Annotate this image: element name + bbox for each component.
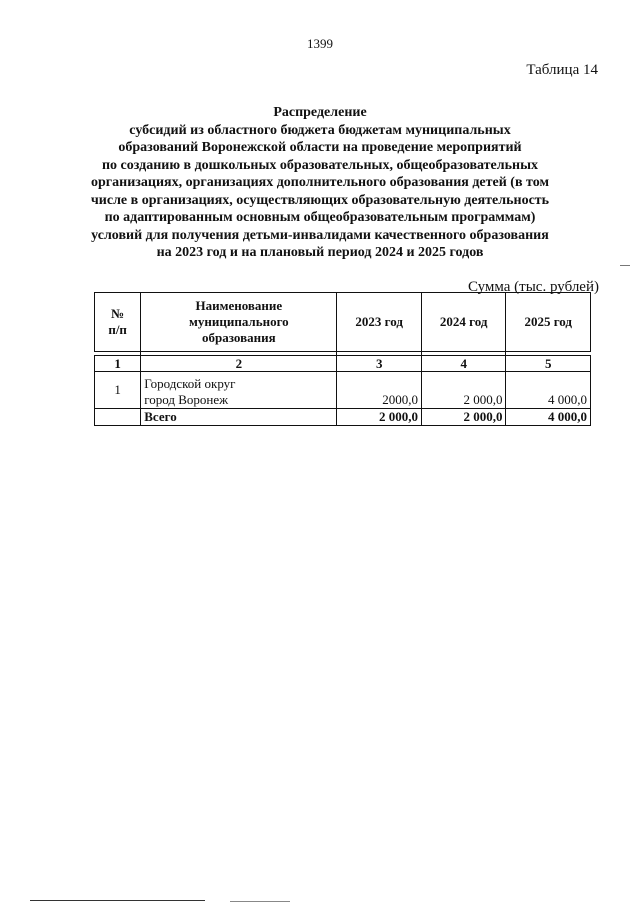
heading-line: условий для получения детьми-инвалидами качественного образования (91, 227, 549, 243)
total-2024: 2 000,0 (421, 409, 506, 426)
row-name (141, 372, 337, 409)
column-number: 1 (95, 356, 141, 372)
header-num: № п/п (95, 293, 141, 352)
header-name: Наименование муниципального образования (141, 293, 337, 352)
document-heading (60, 104, 580, 262)
column-number: 3 (337, 356, 422, 372)
heading-line: организациях, организациях дополнительного образования детей (в том (91, 175, 549, 190)
heading-line: образований Воронежской области на проведение мероприятий (118, 140, 522, 155)
heading-line: на 2023 год и на плановый период 2024 и 2025 годов (156, 245, 484, 260)
column-number: 4 (421, 356, 506, 372)
header-2025: 2025 год (506, 293, 591, 352)
column-number: 5 (506, 356, 591, 372)
subsidy-table (94, 292, 591, 426)
margin-mark (620, 265, 630, 266)
header-2024: 2024 год (421, 293, 506, 352)
heading-line: субсидий из областного бюджета бюджетам муниципальных (129, 122, 511, 138)
page-number: 1399 (307, 36, 333, 51)
header-row (95, 293, 591, 352)
row-2024: 2 000,0 (421, 372, 506, 409)
header-2023: 2023 год (337, 293, 422, 352)
heading-line: числе в организациях, осуществляющих образовательную деятельность (90, 192, 550, 208)
row-num: 1 (95, 372, 141, 409)
column-number-row (95, 356, 591, 372)
row-2025: 4 000,0 (506, 372, 591, 409)
column-number: 2 (141, 356, 337, 372)
footer-rule (230, 901, 290, 902)
heading-line: по адаптированным основным общеобразовательным программам) (104, 210, 536, 225)
footer-rule (30, 900, 205, 901)
total-2025: 4 000,0 (506, 409, 591, 426)
row-2023: 2000,0 (337, 372, 422, 409)
total-2023: 2 000,0 (337, 409, 422, 426)
table-label: Таблица 14 (526, 62, 598, 78)
heading-line: Распределение (273, 105, 367, 120)
unit-label: Сумма (тыс. рублей) (467, 279, 599, 295)
total-label: Всего (141, 409, 337, 426)
total-num (95, 409, 141, 426)
row-name-line: город Воронеж (144, 392, 229, 407)
row-name-line: Городской округ (144, 376, 236, 391)
table-row (95, 372, 591, 409)
total-row (95, 409, 591, 426)
heading-line: по созданию в дошкольных образовательных, общеобразовательных (101, 157, 539, 173)
